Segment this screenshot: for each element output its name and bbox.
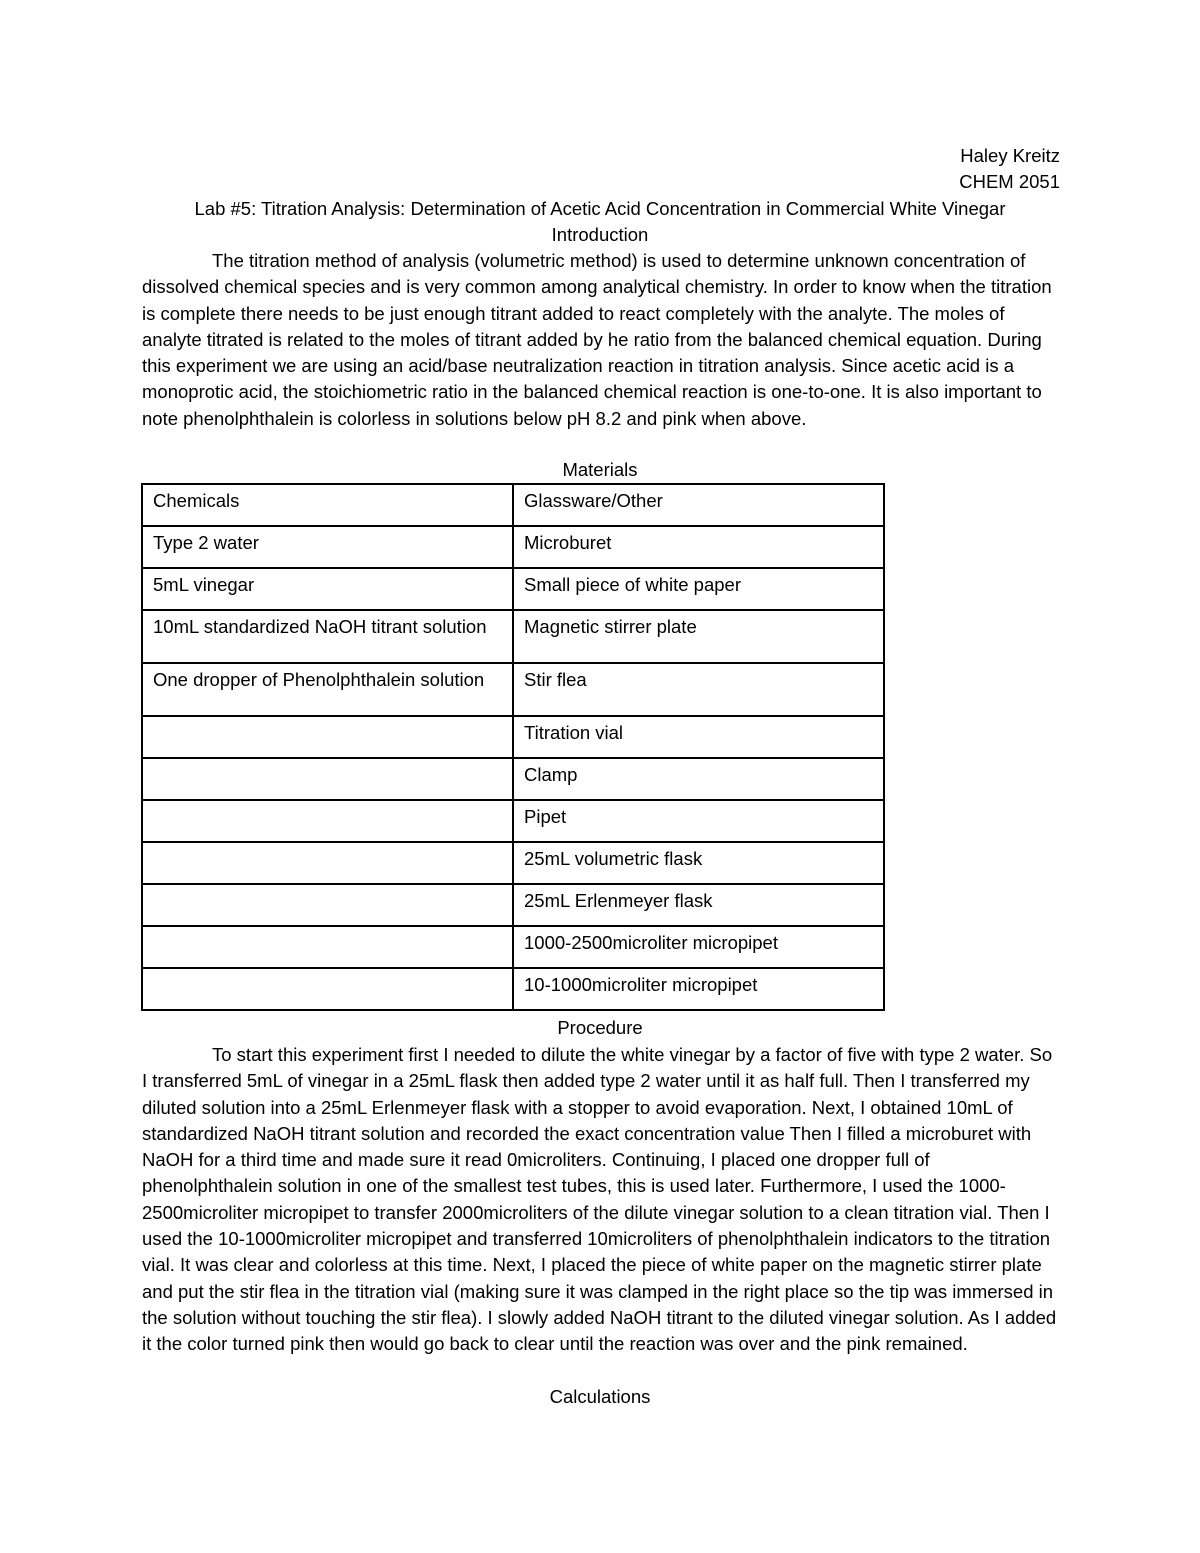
table-cell: Stir flea (513, 663, 884, 716)
table-row (142, 568, 884, 610)
table-row (142, 716, 884, 758)
table-cell: 25mL Erlenmeyer flask (513, 884, 884, 926)
table-row (142, 800, 884, 842)
table-cell: 25mL volumetric flask (513, 842, 884, 884)
table-row (142, 758, 884, 800)
table-row (142, 968, 884, 1010)
table-row (142, 884, 884, 926)
procedure-heading: Procedure (557, 1017, 643, 1038)
table-cell (142, 842, 513, 884)
document-title: Lab #5: Titration Analysis: Determination of Acetic Acid Concentration in Commercial White Vinegar (194, 198, 1006, 219)
table-cell: Magnetic stirrer plate (513, 610, 884, 663)
procedure-paragraph: To start this experiment first I needed to dilute the white vinegar by a factor of five with type 2 water. So I transferred 5mL of vinegar in a 25mL flask then added type 2 water until it as half full. Then I transferred my diluted solution into a 25mL Erlenmeyer flask with a stopper to avoid evaporation. Next, I obtained 10mL of standardized NaOH titrant solution and recorded the exact concentration value Then I filled a microburet with NaOH for a third time and made sure it read 0microliters. Continuing, I placed one dropper full of phenolphthalein solution in one of the smallest test tubes, this is used later. Furthermore, I used the 1000-2500microliter micropipet to transfer 2000microliters of the dilute vinegar solution to a clean titration vial. Then I used the 10-1000microliter micropipet and transferred 10microliters of phenolphthalein indicators to the titration vial. It was clear and colorless at this time. Next, I placed the piece of white paper on the magnetic stirrer plate and put the stir flea in the titration vial (making sure it was clamped in the right place so the tip was immersed in the solution without touching the stir flea). I slowly added NaOH titrant to the diluted vinegar solution. As I added it the color turned pink then would go back to clear until the reaction was over and the pink remained. (142, 1044, 1057, 1355)
table-row (142, 842, 884, 884)
table-row (142, 610, 884, 663)
table-cell (142, 968, 513, 1010)
column-header-glassware: Glassware/Other (513, 484, 884, 526)
table-row (142, 526, 884, 568)
table-cell: Pipet (513, 800, 884, 842)
table-cell: Type 2 water (142, 526, 513, 568)
table-cell (142, 716, 513, 758)
introduction-section (142, 248, 1062, 432)
calculations-heading: Calculations (549, 1386, 651, 1407)
table-cell: 10mL standardized NaOH titrant solution (142, 610, 513, 663)
table-cell: Titration vial (513, 716, 884, 758)
materials-heading: Materials (562, 459, 638, 480)
table-cell: Small piece of white paper (513, 568, 884, 610)
introduction-heading: Introduction (551, 224, 649, 245)
table-row (142, 926, 884, 968)
table-cell: Clamp (513, 758, 884, 800)
table-cell: Microburet (513, 526, 884, 568)
author-name: Haley Kreitz (960, 145, 1060, 166)
materials-table (141, 483, 885, 1011)
table-cell (142, 758, 513, 800)
table-cell: One dropper of Phenolphthalein solution (142, 663, 513, 716)
table-cell: 1000-2500microliter micropipet (513, 926, 884, 968)
table-cell (142, 884, 513, 926)
procedure-section (142, 1042, 1062, 1358)
table-header-row (142, 484, 884, 526)
introduction-paragraph: The titration method of analysis (volumetric method) is used to determine unknown concentration of dissolved chemical species and is very common among analytical chemistry. In order to know when the titration is complete there needs to be just enough titrant added to react completely with the analyte. The moles of analyte titrated is related to the moles of titrant added by he ratio from the balanced chemical equation. During this experiment we are using an acid/base neutralization reaction in titration analysis. Since acetic acid is a monoprotic acid, the stoichiometric ratio in the balanced chemical reaction is one-to-one. It is also important to note phenolphthalein is colorless in solutions below pH 8.2 and pink when above. (142, 250, 1052, 429)
course-code: CHEM 2051 (959, 171, 1060, 192)
table-cell (142, 800, 513, 842)
table-cell (142, 926, 513, 968)
table-cell: 10-1000microliter micropipet (513, 968, 884, 1010)
table-cell: 5mL vinegar (142, 568, 513, 610)
column-header-chemicals: Chemicals (142, 484, 513, 526)
table-row (142, 663, 884, 716)
